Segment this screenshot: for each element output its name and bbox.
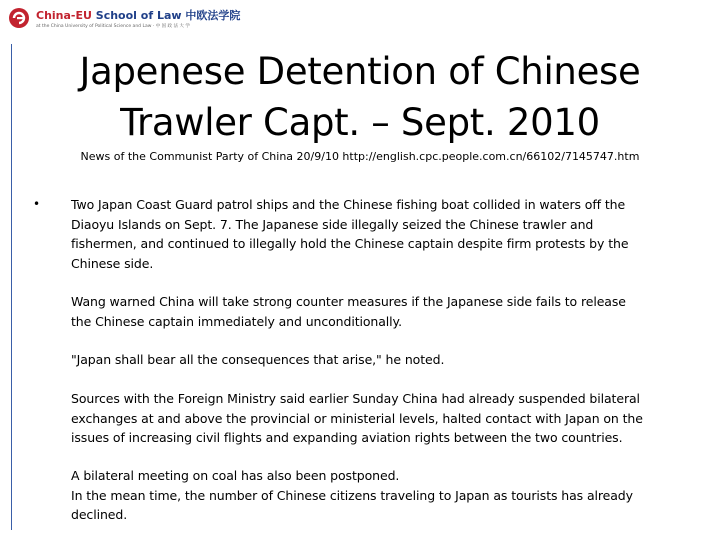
paragraph-line: A bilateral meeting on coal has also been postponed. — [71, 468, 400, 483]
slide-title — [0, 46, 720, 148]
paragraph-line: In the mean time, the number of Chinese citizens traveling to Japan as tourists has already — [71, 487, 633, 503]
paragraph — [71, 292, 689, 331]
paragraph-line: fishermen, and continued to illegally hold the Chinese captain despite firm protests by the — [71, 236, 629, 251]
logo-name-rest: School of Law — [91, 9, 182, 22]
paragraph — [71, 466, 689, 525]
paragraph — [71, 350, 689, 370]
logo-emblem-icon — [8, 7, 30, 29]
logo-subtitle: at the China University of Political Science and Law · 中 国 政 法 大 学 — [36, 24, 190, 29]
paragraph-line: Diaoyu Islands on Sept. 7. The Japanese side illegally seized the Chinese trawler and — [71, 216, 594, 232]
title-line: Trawler Capt. – Sept. 2010 — [120, 101, 600, 144]
paragraph-line: the Chinese captain immediately and unconditionally. — [71, 313, 402, 329]
logo-name-zh: 中欧法学院 — [185, 9, 241, 22]
paragraph-line: issues of increasing civil flights and expanding aviation rights between the two countries. — [71, 430, 623, 445]
school-logo — [8, 6, 268, 36]
paragraph — [71, 195, 689, 273]
logo-title — [36, 7, 240, 23]
bullet-marker: • — [33, 197, 41, 211]
title-line: Japenese Detention of Chinese — [79, 50, 641, 93]
paragraph — [71, 389, 689, 448]
paragraph-line: Two Japan Coast Guard patrol ships and the Chinese fishing boat collided in waters off the — [71, 197, 626, 212]
paragraph-line: declined. — [71, 507, 128, 522]
source-citation: News of the Communist Party of China 20/9/10 http://english.cpc.people.com.cn/66102/7145747.htm — [80, 150, 640, 163]
paragraph-line: exchanges at and above the provincial or ministerial levels, halted contact with Japan on the — [71, 410, 643, 426]
paragraph-line: Wang warned China will take strong counter measures if the Japanese side fails to release — [71, 294, 626, 309]
paragraph-line: Sources with the Foreign Ministry said earlier Sunday China had already suspended bilateral — [71, 391, 640, 406]
paragraph-line: Chinese side. — [71, 255, 154, 271]
paragraph-line: "Japan shall bear all the consequences that arise," he noted. — [71, 352, 445, 367]
logo-name-en: China-EU — [36, 9, 92, 22]
